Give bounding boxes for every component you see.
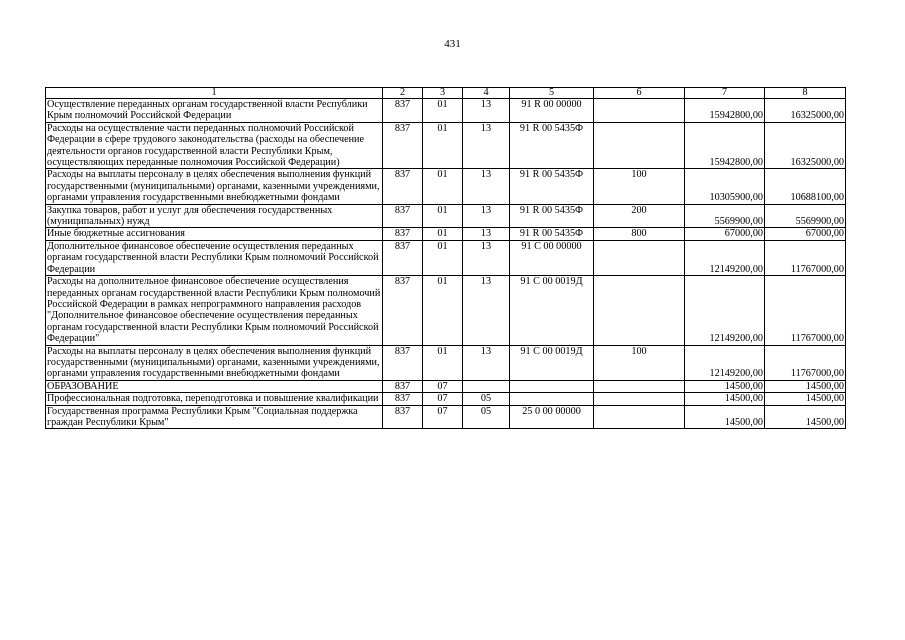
expense-name: Расходы на дополнительное финансовое обеспечение осуществления переданных органам государственной власти Республики Крым полномочий Российской Федерации в рамках непрограммного направления расходов "Дополнительное финансовое обеспечение осуществления переданных органам государственной власти Республики Крым полномочий Российской Федерации" [46, 276, 383, 345]
target-item-code: 91 С 00 0019Д [510, 276, 594, 345]
amount-year-1: 14500,00 [685, 405, 765, 429]
target-item-code: 91 R 00 5435Ф [510, 122, 594, 169]
table-row [46, 99, 846, 123]
table-row [46, 228, 846, 240]
header-cell: 5 [510, 88, 594, 99]
expense-type-code: 200 [594, 204, 685, 228]
ministry-code: 837 [383, 380, 423, 392]
expense-name: ОБРАЗОВАНИЕ [46, 380, 383, 392]
section-code: 01 [423, 99, 463, 123]
header-cell: 7 [685, 88, 765, 99]
table-row [46, 393, 846, 405]
amount-year-2: 67000,00 [765, 228, 846, 240]
amount-year-1: 5569900,00 [685, 204, 765, 228]
ministry-code: 837 [383, 345, 423, 380]
amount-year-1: 10305900,00 [685, 169, 765, 204]
amount-year-2: 14500,00 [765, 405, 846, 429]
subsection-code: 05 [463, 393, 510, 405]
header-row [46, 88, 846, 99]
section-code: 01 [423, 204, 463, 228]
amount-year-2: 11767000,00 [765, 240, 846, 275]
subsection-code: 13 [463, 99, 510, 123]
subsection-code: 13 [463, 122, 510, 169]
amount-year-2: 14500,00 [765, 393, 846, 405]
expense-type-code: 100 [594, 169, 685, 204]
amount-year-2: 10688100,00 [765, 169, 846, 204]
section-code: 01 [423, 122, 463, 169]
header-cell: 6 [594, 88, 685, 99]
expense-name: Расходы на выплаты персоналу в целях обеспечения выполнения функций государственными (муниципальными) органами, казенными учреждениями, органами управления государственными внебюджетными фондами [46, 345, 383, 380]
amount-year-1: 14500,00 [685, 393, 765, 405]
target-item-code: 25 0 00 00000 [510, 405, 594, 429]
amount-year-1: 12149200,00 [685, 240, 765, 275]
subsection-code: 13 [463, 228, 510, 240]
table-row [46, 380, 846, 392]
target-item-code: 91 С 00 0019Д [510, 345, 594, 380]
expense-type-code: 100 [594, 345, 685, 380]
ministry-code: 837 [383, 276, 423, 345]
expense-type-code: 800 [594, 228, 685, 240]
expense-type-code [594, 240, 685, 275]
subsection-code: 13 [463, 169, 510, 204]
table-row [46, 169, 846, 204]
target-item-code: 91 R 00 5435Ф [510, 204, 594, 228]
amount-year-2: 11767000,00 [765, 345, 846, 380]
table-row [46, 240, 846, 275]
target-item-code: 91 R 00 5435Ф [510, 169, 594, 204]
page-number: 431 [444, 38, 461, 50]
target-item-code: 91 С 00 00000 [510, 240, 594, 275]
section-code: 07 [423, 393, 463, 405]
amount-year-2: 16325000,00 [765, 122, 846, 169]
amount-year-1: 67000,00 [685, 228, 765, 240]
amount-year-1: 15942800,00 [685, 99, 765, 123]
header-cell: 2 [383, 88, 423, 99]
section-code: 01 [423, 169, 463, 204]
ministry-code: 837 [383, 393, 423, 405]
expense-name: Расходы на осуществление части переданных полномочий Российской Федерации в сфере трудового законодательства (расходы на обеспечение деятельности органов государственной власти Республики Крым, осуществляющих переданные полномочия Российской Федерации) [46, 122, 383, 169]
expense-type-code [594, 122, 685, 169]
ministry-code: 837 [383, 122, 423, 169]
section-code: 01 [423, 345, 463, 380]
subsection-code [463, 380, 510, 392]
ministry-code: 837 [383, 240, 423, 275]
expense-name: Расходы на выплаты персоналу в целях обеспечения выполнения функций государственными (муниципальными) органами, казенными учреждениями, органами управления государственными внебюджетными фондами [46, 169, 383, 204]
expense-name: Иные бюджетные ассигнования [46, 228, 383, 240]
header-cell: 8 [765, 88, 846, 99]
expense-type-code [594, 380, 685, 392]
amount-year-2: 14500,00 [765, 380, 846, 392]
table-row [46, 405, 846, 429]
table-row [46, 345, 846, 380]
ministry-code: 837 [383, 405, 423, 429]
expense-type-code [594, 405, 685, 429]
amount-year-1: 15942800,00 [685, 122, 765, 169]
header-cell: 4 [463, 88, 510, 99]
header-cell: 1 [46, 88, 383, 99]
ministry-code: 837 [383, 169, 423, 204]
subsection-code: 05 [463, 405, 510, 429]
target-item-code [510, 393, 594, 405]
expense-name: Закупка товаров, работ и услуг для обеспечения государственных (муниципальных) нужд [46, 204, 383, 228]
subsection-code: 13 [463, 276, 510, 345]
section-code: 01 [423, 228, 463, 240]
section-code: 07 [423, 380, 463, 392]
table-row [46, 276, 846, 345]
target-item-code [510, 380, 594, 392]
subsection-code: 13 [463, 240, 510, 275]
header-cell: 3 [423, 88, 463, 99]
expense-name: Осуществление переданных органам государственной власти Республики Крым полномочий Российской Федерации [46, 99, 383, 123]
expense-type-code [594, 99, 685, 123]
expense-type-code [594, 276, 685, 345]
amount-year-2: 5569900,00 [765, 204, 846, 228]
ministry-code: 837 [383, 99, 423, 123]
table-row [46, 204, 846, 228]
budget-table [45, 87, 846, 429]
amount-year-1: 12149200,00 [685, 345, 765, 380]
expense-name: Дополнительное финансовое обеспечение осуществления переданных органам государственной власти Республики Крым полномочий Российской Федерации [46, 240, 383, 275]
section-code: 01 [423, 240, 463, 275]
target-item-code: 91 R 00 5435Ф [510, 228, 594, 240]
ministry-code: 837 [383, 204, 423, 228]
subsection-code: 13 [463, 345, 510, 380]
expense-name: Профессиональная подготовка, переподготовка и повышение квалификации [46, 393, 383, 405]
ministry-code: 837 [383, 228, 423, 240]
expense-name: Государственная программа Республики Крым "Социальная поддержка граждан Республики Крым" [46, 405, 383, 429]
amount-year-1: 12149200,00 [685, 276, 765, 345]
amount-year-2: 16325000,00 [765, 99, 846, 123]
amount-year-2: 11767000,00 [765, 276, 846, 345]
subsection-code: 13 [463, 204, 510, 228]
section-code: 07 [423, 405, 463, 429]
target-item-code: 91 R 00 00000 [510, 99, 594, 123]
expense-type-code [594, 393, 685, 405]
section-code: 01 [423, 276, 463, 345]
amount-year-1: 14500,00 [685, 380, 765, 392]
table-row [46, 122, 846, 169]
